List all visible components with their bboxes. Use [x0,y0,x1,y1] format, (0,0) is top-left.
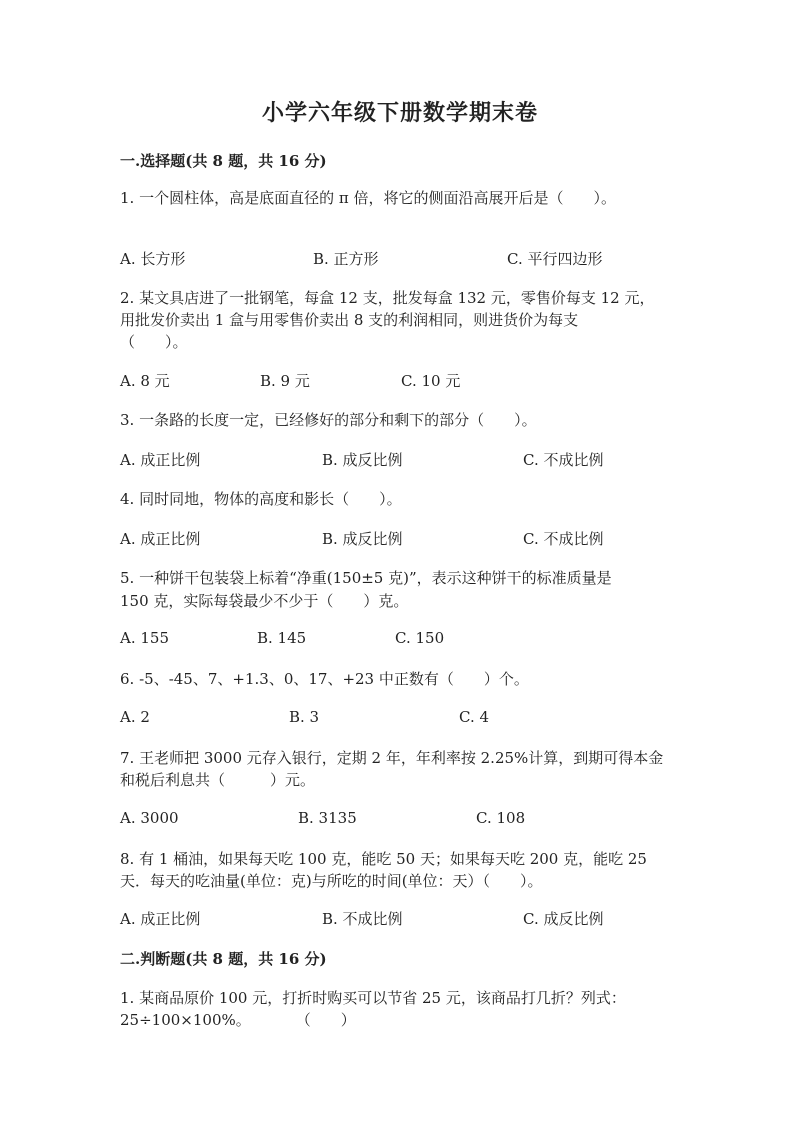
q7-option-c: C. 108 [476,809,526,827]
question-8-line-1: 8. 有 1 桶油，如果每天吃 100 克，能吃 50 天；如果每天吃 200 克，能吃 25 [120,850,647,868]
q3-option-b: B. 成反比例 [322,451,403,469]
q8-option-a: A. 成正比例 [120,910,201,928]
q2-option-c: C. 10 元 [401,372,461,390]
q6-option-b: B. 3 [289,708,320,726]
question-2-line-3: （ ）。 [120,333,188,351]
q4-option-a: A. 成正比例 [120,530,201,548]
question-5-line-1: 5. 一种饼干包装袋上标着“净重(150±5 克)”，表示这种饼干的标准质量是 [120,569,612,587]
q1-option-a: A. 长方形 [120,250,186,268]
q1-option-b: B. 正方形 [313,250,379,268]
q3-option-c: C. 不成比例 [523,451,604,469]
judgment-1-line-1: 1. 某商品原价 100 元，打折时购买可以节省 25 元，该商品打几折？列式： [120,989,626,1007]
q2-option-a: A. 8 元 [120,372,170,390]
q7-option-b: B. 3135 [298,809,357,827]
q4-option-b: B. 成反比例 [322,530,403,548]
q5-option-a: A. 155 [120,629,169,647]
question-7-line-2: 和税后利息共（ ）元。 [120,771,316,789]
q8-option-c: C. 成反比例 [523,910,604,928]
section-heading-judgment: 二.判断题(共 8 题，共 16 分) [120,950,327,968]
q8-option-b: B. 不成比例 [322,910,403,928]
question-5-line-2: 150 克，实际每袋最少不少于（ ）克。 [120,592,409,610]
question-2-line-1: 2. 某文具店进了一批钢笔，每盒 12 支，批发每盒 132 元，零售价每支 12 元， [120,289,655,307]
q5-option-c: C. 150 [395,629,445,647]
question-7-line-1: 7. 王老师把 3000 元存入银行，定期 2 年，年利率按 2.25%计算，到期可得本金 [120,749,664,767]
q6-option-c: C. 4 [459,708,490,726]
section-heading-choice: 一.选择题(共 8 题，共 16 分) [120,152,327,170]
q2-option-b: B. 9 元 [260,372,310,390]
q3-option-a: A. 成正比例 [120,451,201,469]
judgment-1-line-2: 25÷100×100%。 （ ） [120,1011,356,1029]
question-8-line-2: 天．每天的吃油量(单位：克)与所吃的时间(单位：天）（ ）。 [120,872,543,890]
question-3: 3. 一条路的长度一定，已经修好的部分和剩下的部分（ ）。 [120,411,537,429]
question-2-line-2: 用批发价卖出 1 盒与用零售价卖出 8 支的利润相同，则进货价为每支 [120,311,579,329]
question-4: 4. 同时同地，物体的高度和影长（ ）。 [120,490,402,508]
q4-option-c: C. 不成比例 [523,530,604,548]
q6-option-a: A. 2 [120,708,150,726]
question-1: 1. 一个圆柱体，高是底面直径的 π 倍，将它的侧面沿高展开后是（ ）。 [120,189,616,207]
q7-option-a: A. 3000 [120,809,179,827]
question-6: 6. -5、-45、7、+1.3、0、17、+23 中正数有（ ）个。 [120,670,529,688]
page-title: 小学六年级下册数学期末卷 [261,100,538,126]
q5-option-b: B. 145 [257,629,307,647]
q1-option-c: C. 平行四边形 [507,250,603,268]
